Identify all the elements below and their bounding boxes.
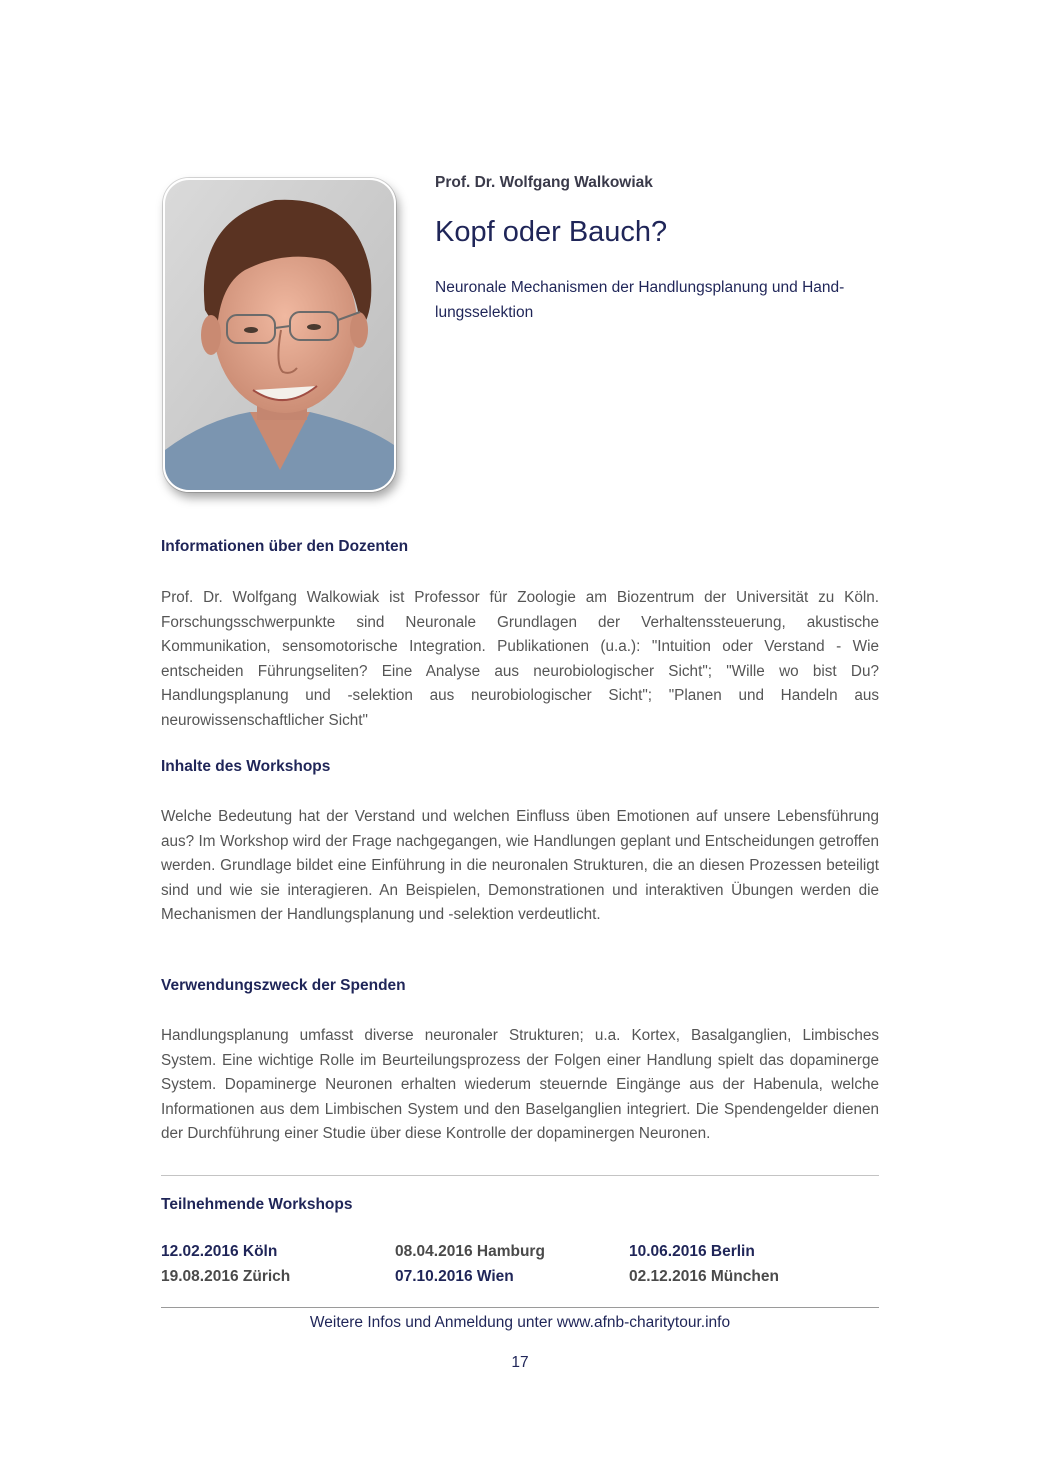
page-number: 17: [511, 1354, 529, 1371]
workshop-item: 19.08.2016 Zürich: [161, 1268, 291, 1285]
divider-top: [161, 1175, 879, 1176]
speaker-photo-illustration: [165, 180, 394, 490]
talk-subtitle-text: Neuronale Mechanismen der Handlungsplanung und Hand-lungsselektion: [435, 279, 845, 321]
workshop-item: 07.10.2016 Wien: [395, 1268, 514, 1285]
speaker-photo: [163, 178, 396, 492]
talk-subtitle: [435, 276, 880, 325]
workshops-heading: Teilnehmende Workshops: [161, 1196, 353, 1213]
lecturer-text: Prof. Dr. Wolfgang Walkowiak ist Professor für Zoologie am Biozentrum der Universität zu Köln. Forschungsschwerpunkte sind Neuronale Grundlagen der Verhaltenssteuerung, akustische Kommunikation, sensomotorische Integration. Publikationen (u.a.): "Intuition oder Verstand - Wie entscheiden Führungseliten? Eine Analyse aus neurobiologischer Sicht"; "Wille wo bist Du? Handlungsplanung und -selektion aus neurobiologischer Sicht"; "Planen und Handeln aus neurowissenschaftlicher Sicht": [161, 589, 879, 729]
workshop-item: 08.04.2016 Hamburg: [395, 1243, 545, 1260]
contents-text: Welche Bedeutung hat der Verstand und welchen Einfluss üben Emotionen auf unsere Lebensführung aus? Im Workshop wird der Frage nachgegangen, wie Handlungen geplant und Entscheidungen getroffen werden. Grundlage bildet eine Einführung in die neuronalen Strukturen, die an diesen Prozessen beteiligt sind und wie sie interagieren. An Beispielen, Demonstrationen und interaktiven Übungen werden die Mechanismen der Handlungsplanung und -selektion verdeutlicht.: [161, 808, 879, 923]
donations-heading: Verwendungszweck der Spenden: [161, 977, 406, 994]
lecturer-heading: Informationen über den Dozenten: [161, 538, 409, 555]
speaker-name: Prof. Dr. Wolfgang Walkowiak: [435, 174, 653, 191]
divider-bottom: [161, 1307, 879, 1308]
workshop-item: 12.02.2016 Köln: [161, 1243, 278, 1260]
contents-heading: Inhalte des Workshops: [161, 758, 331, 775]
footer-info: Weitere Infos und Anmeldung unter www.afnb-charitytour.info: [309, 1314, 731, 1331]
talk-title: Kopf oder Bauch?: [435, 216, 668, 248]
workshop-item: 02.12.2016 München: [629, 1268, 779, 1285]
workshop-item: 10.06.2016 Berlin: [629, 1243, 755, 1260]
donations-text: Handlungsplanung umfasst diverse neuronaler Strukturen; u.a. Kortex, Basalganglien, Limbisches System. Eine wichtige Rolle im Beurteilungsprozess der Folgen einer Handlung spielt das dopaminerge System. Dopaminerge Neuronen erhalten wiederum steuernde Eingänge aus der Habenula, welche Informationen aus dem Limbischen System und den Baselganglien integriert. Die Spendengelder dienen der Durchführung einer Studie über diese Kontrolle der dopaminergen Neuronen.: [161, 1027, 879, 1142]
